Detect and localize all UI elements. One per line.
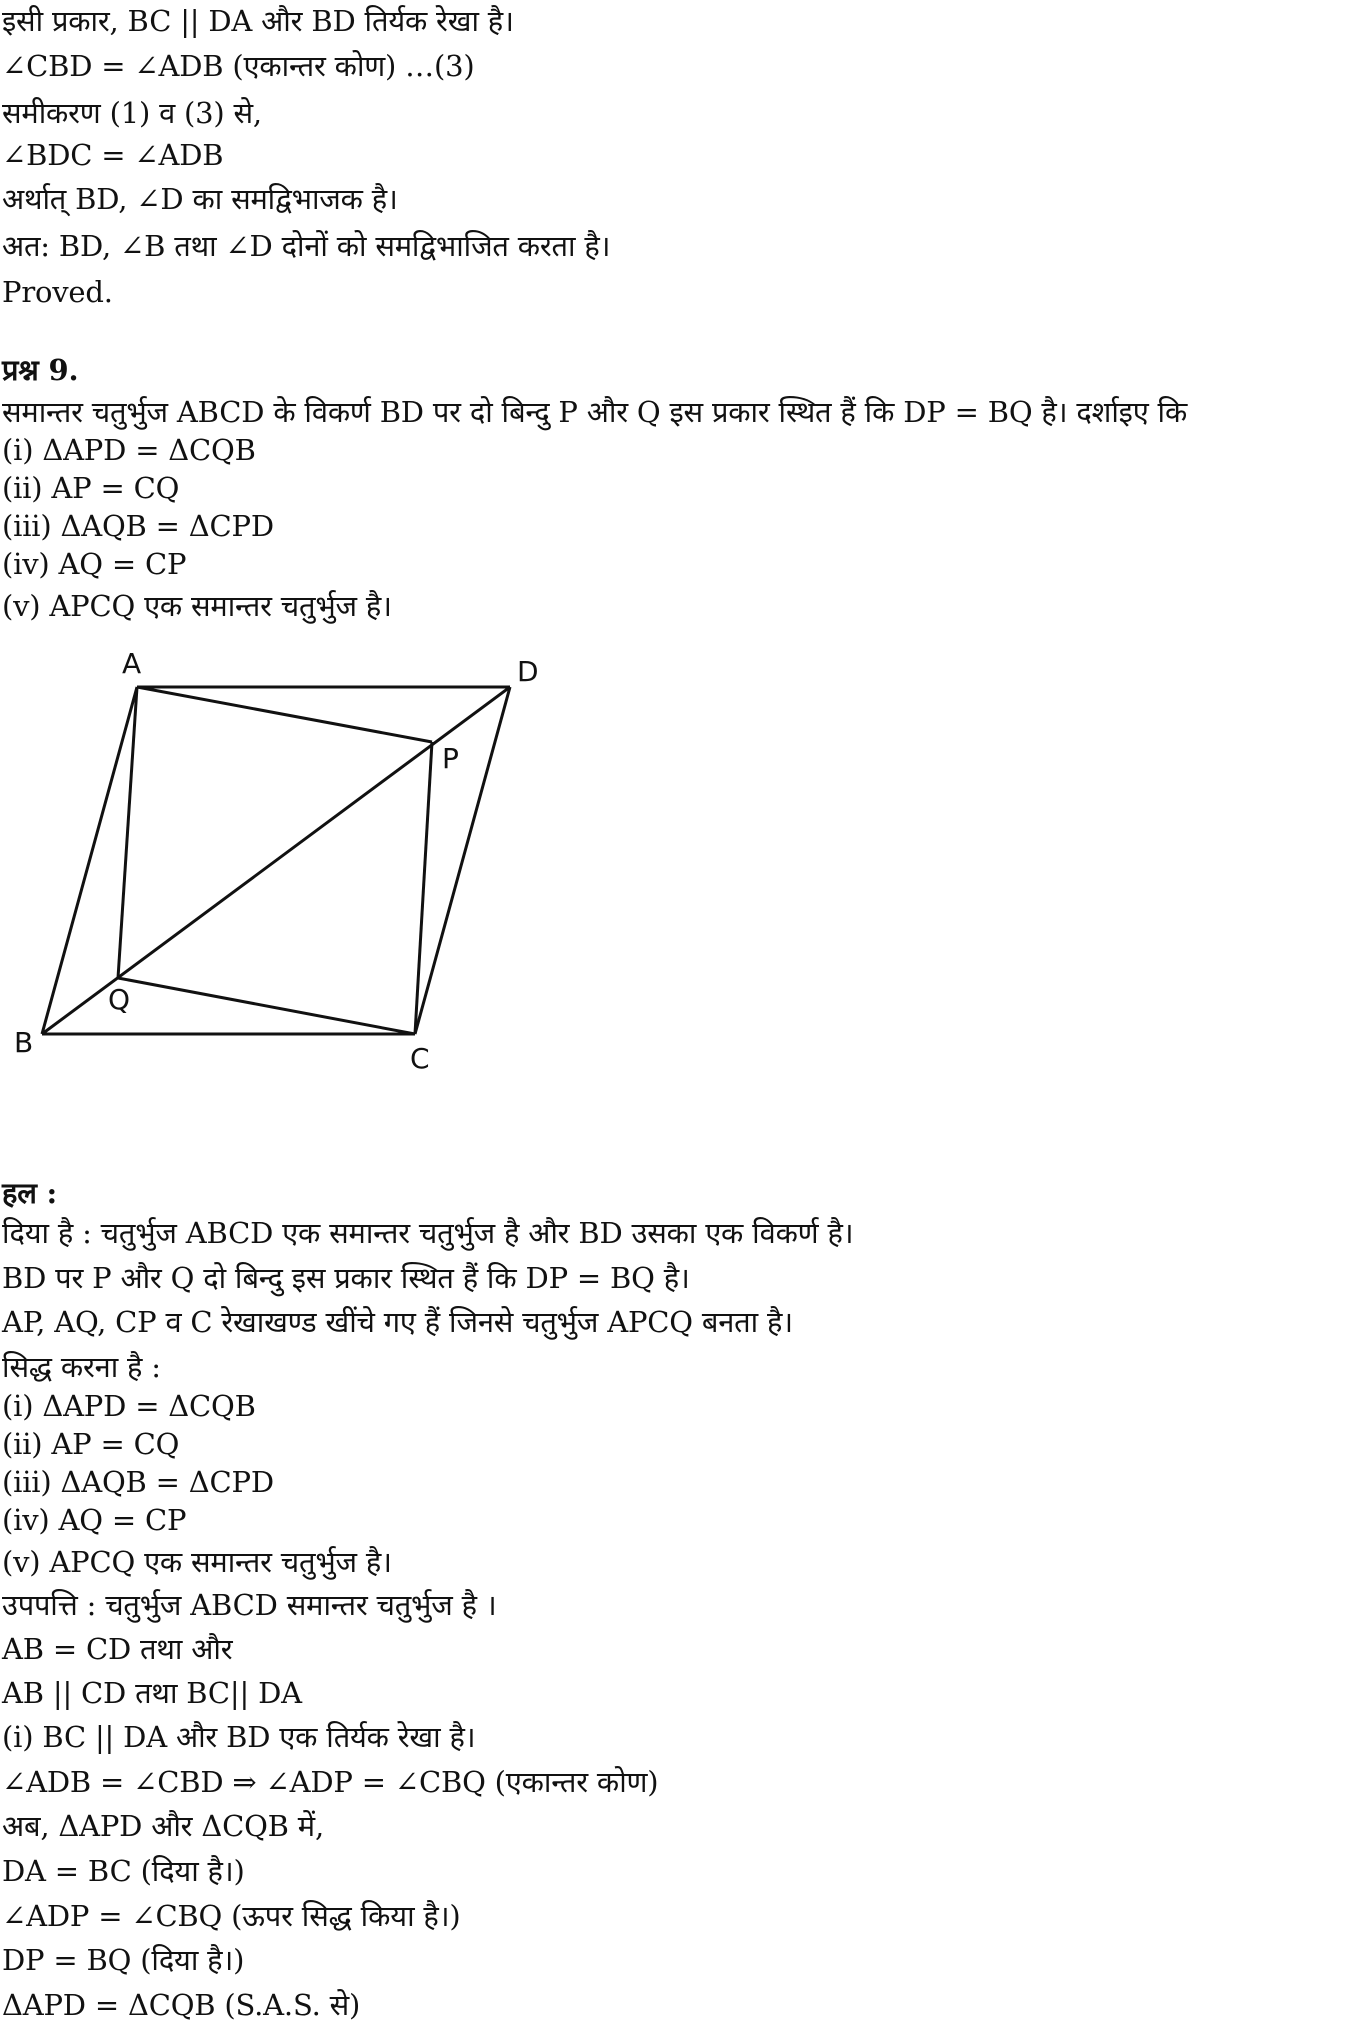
text-line: समीकरण (1) व (3) से,	[2, 96, 262, 130]
label-d: D	[517, 655, 539, 688]
segment-ap	[137, 687, 432, 742]
solution-line: DP = BQ (दिया है।)	[2, 1943, 245, 1977]
segment-ba	[42, 687, 137, 1034]
solution-line: ∠ADB = ∠CBD ⇒ ∠ADP = ∠CBQ (एकान्तर कोण)	[2, 1765, 659, 1799]
solution-line: अब, ΔAPD और ΔCQB में,	[2, 1809, 324, 1843]
solution-line: (i) BC || DA और BD एक तिर्यक रेखा है।	[2, 1720, 476, 1754]
solution-line: BD पर P और Q दो बिन्दु इस प्रकार स्थित हैं कि DP = BQ है।	[2, 1261, 690, 1295]
segment-qc	[118, 978, 415, 1034]
solution-line: दिया है : चतुर्भुज ABCD एक समान्तर चतुर्भुज है और BD उसका एक विकर्ण है।	[2, 1216, 854, 1250]
segment-dc	[415, 687, 510, 1034]
text-line: ∠CBD = ∠ADB (एकान्तर कोण) …(3)	[2, 49, 475, 83]
segment-pc	[415, 742, 432, 1034]
solution-line: (iv) AQ = CP	[2, 1503, 187, 1537]
solution-line: (iii) ΔAQB = ΔCPD	[2, 1465, 274, 1499]
solution-line: उपपत्ति : चतुर्भुज ABCD समान्तर चतुर्भुज है ।	[2, 1588, 497, 1622]
solution-heading: हल :	[2, 1176, 58, 1210]
solution-line: AB || CD तथा BC|| DA	[2, 1676, 302, 1710]
solution-line: (ii) AP = CQ	[2, 1427, 180, 1461]
text-line: अर्थात् BD, ∠D का समद्विभाजक है।	[2, 182, 398, 216]
question-statement: समान्तर चतुर्भुज ABCD के विकर्ण BD पर दो बिन्दु P और Q इस प्रकार स्थित हैं कि DP = BQ है। दर्शाइए कि	[2, 395, 1188, 429]
proved-text: Proved.	[2, 275, 113, 309]
diagonal-bd	[42, 687, 510, 1034]
solution-line: (v) APCQ एक समान्तर चतुर्भुज है।	[2, 1545, 392, 1579]
solution-line: AB = CD तथा और	[2, 1632, 233, 1666]
text-line: इसी प्रकार, BC || DA और BD तिर्यक रेखा है।	[2, 4, 514, 38]
solution-line: सिद्ध करना है :	[2, 1350, 161, 1384]
question-part: (ii) AP = CQ	[2, 471, 180, 505]
text-line: ∠BDC = ∠ADB	[2, 138, 224, 172]
label-q: Q	[108, 983, 131, 1016]
solution-line: ∠ADP = ∠CBQ (ऊपर सिद्ध किया है।)	[2, 1899, 461, 1933]
solution-line: AP, AQ, CP व C रेखाखण्ड खींचे गए हैं जिनसे चतुर्भुज APCQ बनता है।	[2, 1305, 793, 1339]
question-heading: प्रश्न 9.	[2, 353, 79, 387]
segment-aq	[118, 687, 137, 978]
question-part: (iii) ΔAQB = ΔCPD	[2, 509, 274, 543]
label-a: A	[122, 647, 142, 680]
label-p: P	[442, 742, 459, 775]
question-part: (iv) AQ = CP	[2, 547, 187, 581]
label-c: C	[410, 1042, 430, 1075]
text-line: अत: BD, ∠B तथा ∠D दोनों को समद्विभाजित करता है।	[2, 229, 611, 263]
label-b: B	[14, 1026, 34, 1059]
solution-line: ΔAPD = ΔCQB (S.A.S. से)	[2, 1988, 361, 2022]
solution-line: DA = BC (दिया है।)	[2, 1854, 245, 1888]
parallelogram-figure	[0, 640, 560, 1080]
question-part: (i) ΔAPD = ΔCQB	[2, 433, 256, 467]
question-part: (v) APCQ एक समान्तर चतुर्भुज है।	[2, 589, 392, 623]
solution-line: (i) ΔAPD = ΔCQB	[2, 1389, 256, 1423]
